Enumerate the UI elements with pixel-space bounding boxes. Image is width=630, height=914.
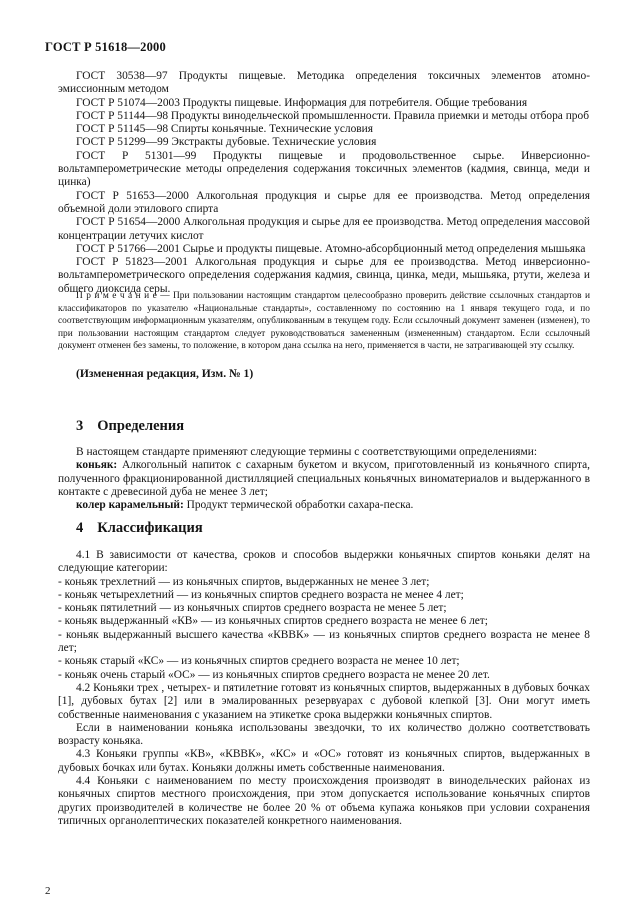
section-3-body	[58, 446, 590, 512]
clause-4-2-stars: Если в наименовании коньяка использованы звездочки, то их количество должно соответствовать возрасту коньяка.	[58, 721, 590, 748]
reference-item: ГОСТ Р 51823—2001 Алкогольная продукция и сырье для ее производства. Метод инверсионно-вольтамперометрического определения содержания кадмия, свинца, цинка, меди, мышьяка, ртути, железа и общего диоксида серы.	[58, 256, 590, 295]
definition-text: Продукт термической обработки сахара-песка.	[183, 499, 414, 512]
list-item: - коньяк выдержанный «КВ» — из коньячных спиртов среднего возраста не менее 6 лет;	[58, 615, 488, 628]
list-item: - коньяк четырехлетний — из коньячных спиртов среднего возраста не менее 4 лет;	[58, 588, 464, 601]
section-3-intro: В настоящем стандарте применяют следующие термины с соответствующими определениями:	[76, 446, 538, 458]
note-text: П р и м е ч а н и е — При пользовании настоящим стандартом целесообразно проверить действие ссылочных стандартов и классификаторов по указателю «Национальные стандарты», составленному по состоянию на 1 января текущего года, и по соответствующим информационным указателям, опубликованным в текущем году. Если ссылочный документ заменен (изменен), то при пользовании настоящим стандартом следует руководствоваться замененным (измененным) стандартом. Если ссылочный документ отменен без замены, то положение, в котором дана ссылка на него, применяется в части, не затрагивающей эту ссылку.	[58, 291, 590, 352]
clause-4-3: 4.3 Коньяки группы «КВ», «КВВК», «КС» и «ОС» готовят из коньячных спиртов, выдержанных в дубовых бочках или бутах. Коньяки должны иметь собственные наименования.	[58, 748, 590, 774]
section-title: Определения	[97, 418, 185, 434]
page-number: 2	[45, 885, 51, 897]
reference-item: ГОСТ Р 51144—98 Продукты винодельческой промышленности. Правила приемки и методы отбора проб	[76, 109, 589, 122]
reference-item: ГОСТ Р 51653—2000 Алкогольная продукция и сырье для ее производства. Метод определения объемной доли этилового спирта	[58, 189, 590, 215]
definition-cognac	[58, 459, 590, 499]
normative-references	[58, 70, 590, 296]
list-item: - коньяк трехлетний — из коньячных спиртов, выдержанных не менее 3 лет;	[58, 575, 430, 588]
list-item: - коньяк старый «КС» — из коньячных спиртов среднего возраста не менее 10 лет;	[58, 655, 460, 668]
reference-item: ГОСТ 30538—97 Продукты пищевые. Методика определения токсичных элементов атомно-эмиссионным методом	[58, 70, 590, 96]
reference-item: ГОСТ Р 51301—99 Продукты пищевые и продовольственное сырье. Инверсионно-вольтамперометрические методы определения содержания токсичных элементов (кадмия, свинца, меди и цинка)	[58, 149, 590, 189]
term-cognac: коньяк:	[76, 459, 118, 472]
reference-item: ГОСТ Р 51654—2000 Алкогольная продукция и сырье для ее производства. Метод определения массовой концентрации летучих кислот	[58, 216, 590, 242]
section-number: 4	[76, 520, 84, 536]
note-block	[58, 290, 590, 353]
definition-text: Алкогольный напиток с сахарным букетом и вкусом, приготовленный из коньячного спирта, полученного фракционированной дистилляцией специальных коньячных виноматериалов и выдержанного в контакте с древесиной дуба не менее 3 лет;	[58, 459, 590, 498]
reference-item: ГОСТ Р 51299—99 Экстракты дубовые. Технические условия	[76, 136, 377, 149]
section-title: Классификация	[97, 520, 203, 536]
document-header: ГОСТ Р 51618—2000	[45, 40, 166, 54]
clause-4-4: 4.4 Коньяки с наименованием по месту происхождения производят в винодельческих районах из коньячных спиртов местного происхождения, при этом допускается использование коньячных спиртов других производителей в количестве не более 20 % от объема купажа коньяков при условии сохранения типичных органолептических показателей конкретного наименования.	[58, 775, 590, 827]
reference-item: ГОСТ Р 51074—2003 Продукты пищевые. Информация для потребителя. Общие требования	[76, 96, 528, 109]
reference-item: ГОСТ Р 51145—98 Спирты коньячные. Технические условия	[76, 123, 373, 136]
list-item: - коньяк очень старый «ОС» — из коньячных спиртов среднего возраста не менее 20 лет.	[58, 668, 490, 681]
term-caramel: колер карамельный:	[76, 499, 184, 512]
list-item: - коньяк пятилетний — из коньячных спиртов среднего возраста не менее 5 лет;	[58, 602, 447, 615]
section-number: 3	[76, 418, 84, 434]
clause-4-2: 4.2 Коньяки трех , четырех- и пятилетние готовят из коньячных спиртов, выдержанных в дубовых бочках [1], дубовых бутах [2] или в эмалированных резервуарах с дубовой клепкой [3]. Они могут иметь собственные наименования с указанием на этикетке срока выдержки коньячных спиртов.	[58, 681, 590, 721]
list-item: - коньяк выдержанный высшего качества «КВВК» — из коньячных спиртов среднего возраста не менее 8 лет;	[58, 628, 590, 655]
section-4-body	[58, 549, 590, 828]
clause-4-1: 4.1 В зависимости от качества, сроков и способов выдержки коньячных спиртов коньяки делят на следующие категории:	[58, 549, 590, 575]
section-3-heading	[76, 418, 184, 435]
reference-item: ГОСТ Р 51766—2001 Сырье и продукты пищевые. Атомно-абсорбционный метод определения мышьяка	[76, 242, 586, 255]
section-4-heading	[76, 520, 203, 537]
definition-caramel	[58, 499, 590, 512]
amendment-note: (Измененная редакция, Изм. № 1)	[76, 367, 254, 380]
